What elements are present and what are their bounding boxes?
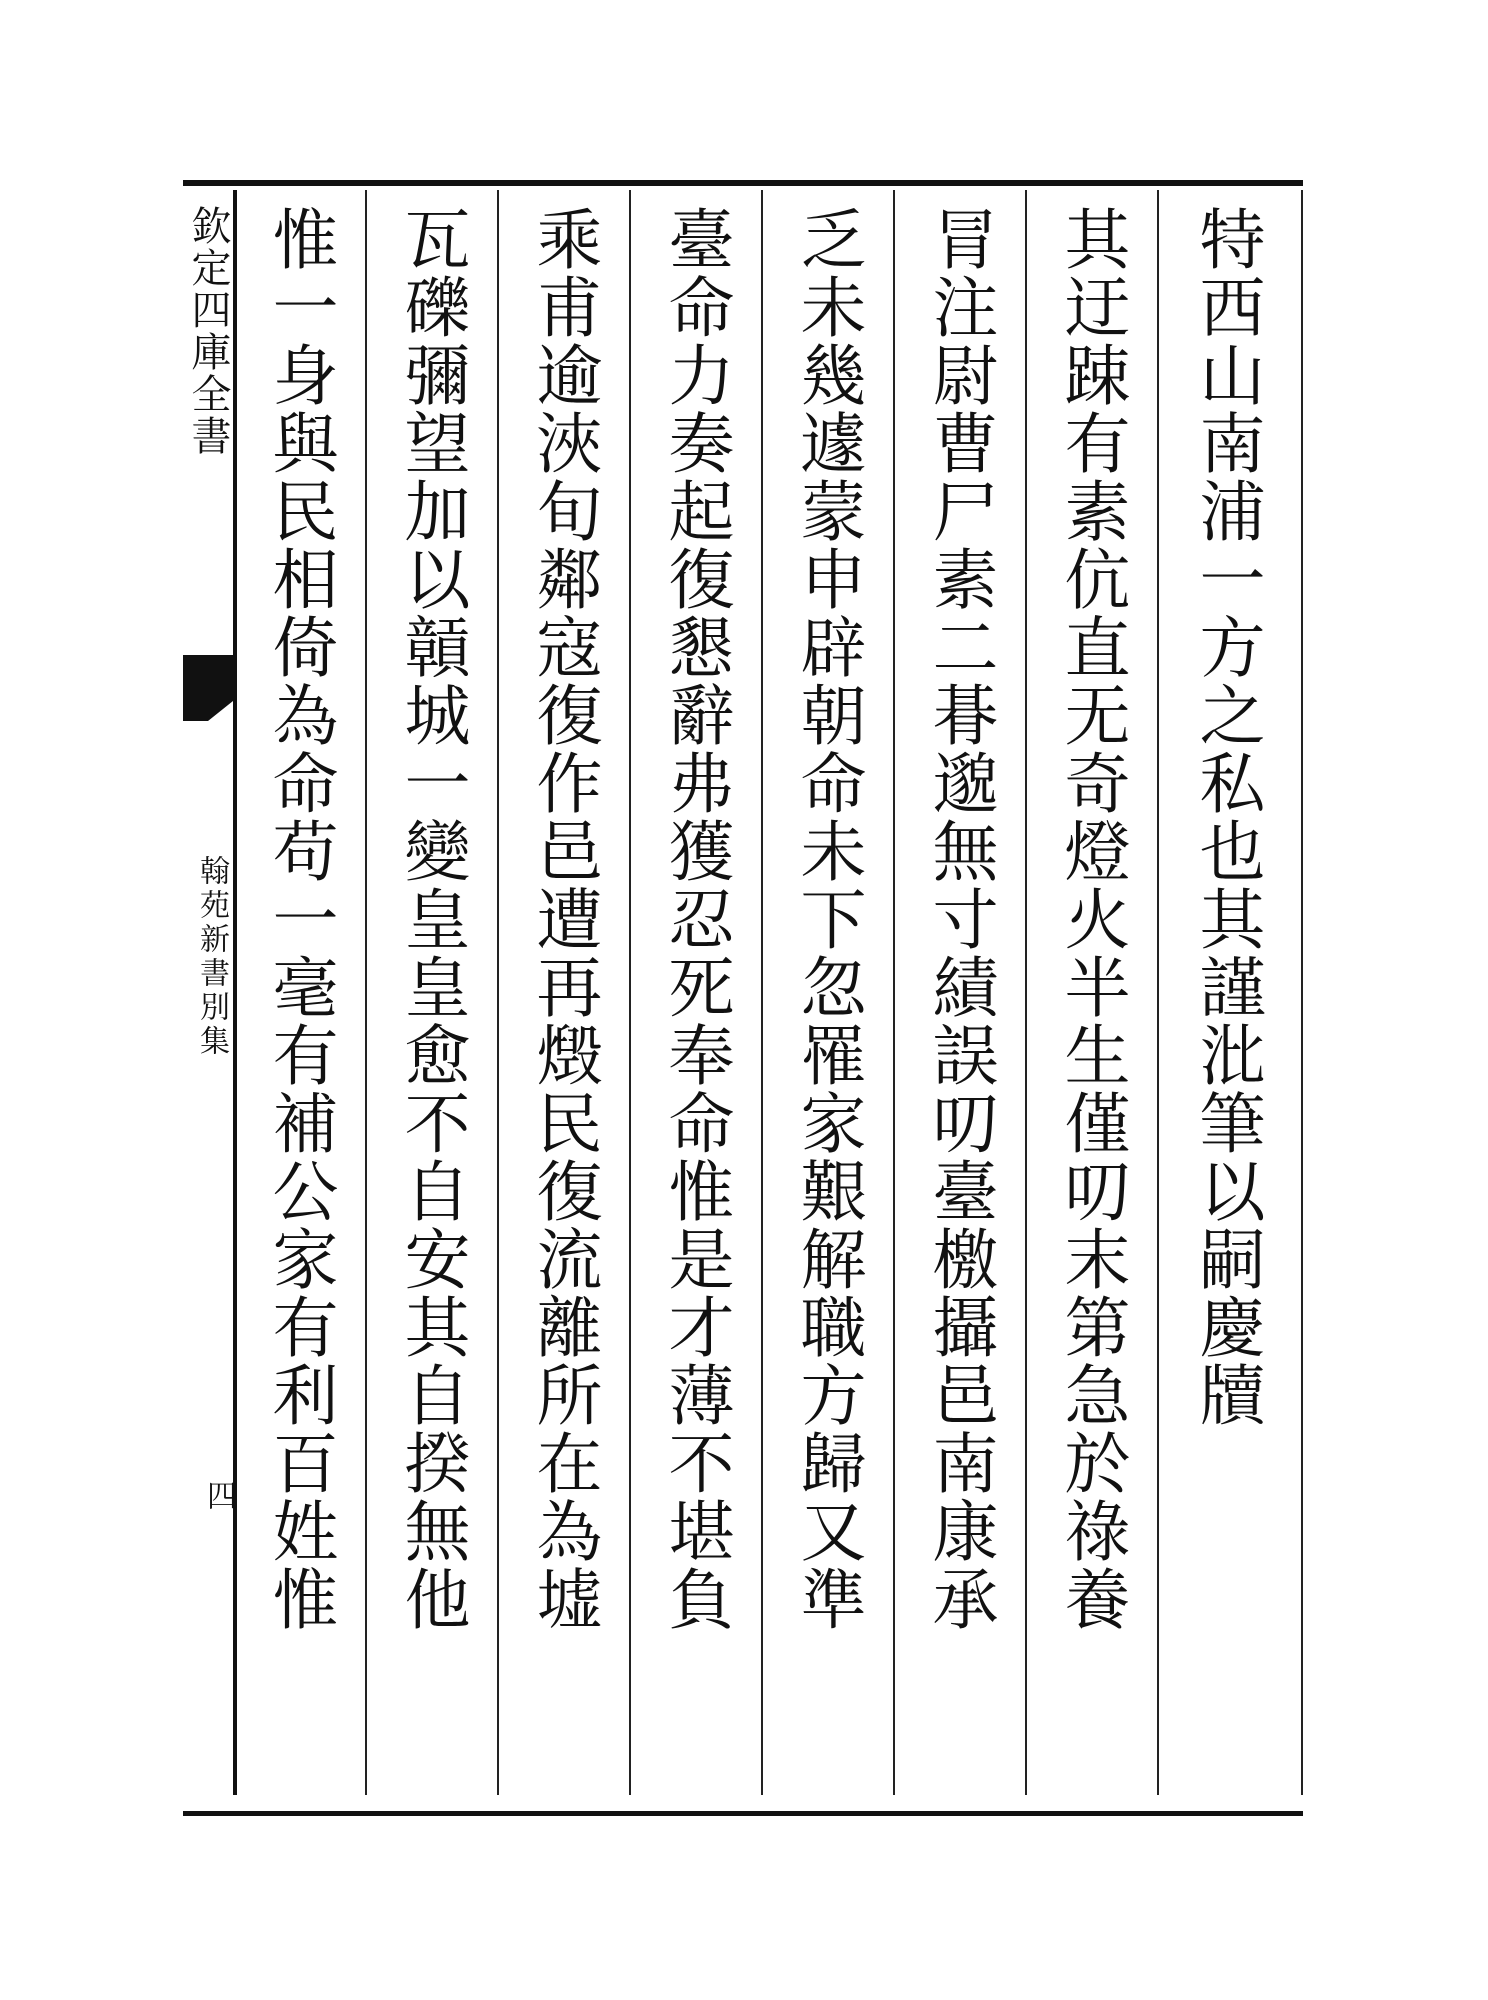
text-column: 乏未幾遽蒙申辟朝命未下忽罹家艱解職方歸又準 (789, 205, 866, 1633)
column-divider (497, 190, 499, 1795)
text-column: 其迂踈有素伉直无奇燈火半生僅叨末第急於祿養 (1053, 205, 1130, 1633)
margin-divider (233, 190, 237, 1795)
text-column: 乘甫逾浹旬鄰寇復作邑遭再燬民復流離所在為墟 (525, 205, 602, 1633)
text-column: 特西山南浦一方之私也其謹沘筆以嗣慶牘 (1188, 205, 1265, 1429)
text-column: 臺命力奏起復懇辭弗獲忍死奉命惟是才薄不堪負 (657, 205, 734, 1633)
margin-book-title: 翰苑新書別集 (194, 855, 229, 1059)
page-number: 四 (201, 1480, 236, 1510)
column-divider (629, 190, 631, 1795)
column-divider (365, 190, 367, 1795)
column-divider (761, 190, 763, 1795)
page-frame (183, 180, 1303, 1816)
margin-title: 欽定四庫全書 (185, 205, 231, 457)
text-column: 冐注尉曹尸素二朞邈無寸績誤叨臺檄攝邑南康承 (921, 205, 998, 1633)
column-divider (1157, 190, 1159, 1795)
column-divider (1025, 190, 1027, 1795)
fish-tail-mark (183, 655, 233, 701)
text-column: 瓦礫彌望加以贑城一變皇皇愈不自安其自揆無他 (393, 205, 470, 1633)
column-divider (1301, 190, 1303, 1795)
text-column: 惟一身與民相倚為命苟一毫有補公家有利百姓惟 (261, 205, 338, 1633)
column-divider (893, 190, 895, 1795)
